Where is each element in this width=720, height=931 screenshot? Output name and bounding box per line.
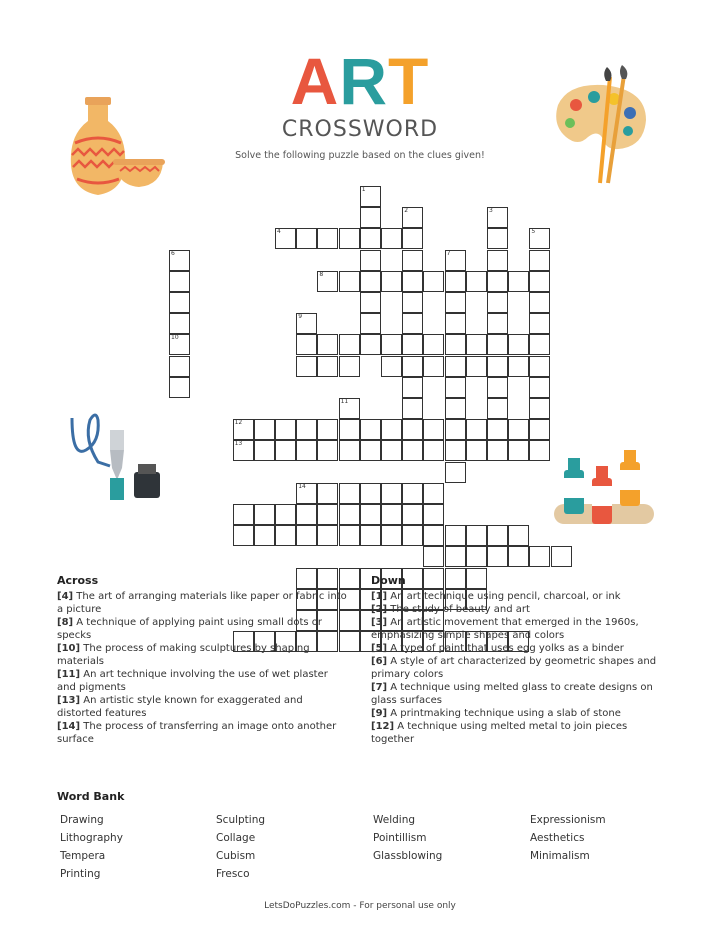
grid-cell[interactable] xyxy=(275,504,296,525)
down-clue xyxy=(371,590,666,603)
grid-cell[interactable] xyxy=(487,250,508,271)
grid-cell[interactable] xyxy=(529,292,550,313)
grid-cell[interactable] xyxy=(402,525,423,546)
grid-cell[interactable] xyxy=(423,334,444,355)
grid-cell[interactable] xyxy=(423,483,444,504)
clue-text: The study of beauty and art xyxy=(387,604,530,615)
down-clue xyxy=(371,642,666,655)
grid-cell[interactable] xyxy=(317,440,338,461)
clue-text: An art technique using pencil, charcoal, or ink xyxy=(387,591,621,602)
clue-number: [2] xyxy=(371,604,388,615)
grid-cell[interactable] xyxy=(296,228,317,249)
grid-cell[interactable] xyxy=(445,313,466,334)
word-bank-word: Glassblowing xyxy=(373,850,443,862)
grid-cell[interactable] xyxy=(445,568,466,589)
grid-cell[interactable] xyxy=(169,292,190,313)
grid-cell[interactable] xyxy=(360,250,381,271)
grid-cell[interactable] xyxy=(381,271,402,292)
grid-cell[interactable] xyxy=(296,568,317,589)
grid-cell[interactable] xyxy=(317,334,338,355)
grid-cell[interactable] xyxy=(169,334,190,355)
down-clue xyxy=(371,720,666,746)
down-clues xyxy=(371,590,666,746)
clue-text: An artistic movement that emerged in the 1960s, emphasizing simple shapes and colors xyxy=(371,617,639,641)
down-clue xyxy=(371,655,666,681)
grid-cell[interactable] xyxy=(360,186,381,207)
grid-cell[interactable] xyxy=(402,313,423,334)
grid-cell[interactable] xyxy=(445,334,466,355)
clue-number: [7] xyxy=(371,682,388,693)
grid-cell[interactable] xyxy=(254,525,275,546)
grid-cell[interactable] xyxy=(487,525,508,546)
title-letter-r: R xyxy=(339,44,388,118)
word-bank-column xyxy=(373,811,442,865)
instructions: Solve the following puzzle based on the clues given! xyxy=(235,150,485,161)
grid-cell[interactable] xyxy=(296,504,317,525)
clue-number-label: 2 xyxy=(404,207,409,215)
grid-cell[interactable] xyxy=(296,313,317,334)
grid-cell[interactable] xyxy=(169,377,190,398)
word-bank-word: Pointillism xyxy=(373,832,427,844)
grid-cell[interactable] xyxy=(339,440,360,461)
title-letter-a: A xyxy=(290,44,340,118)
grid-cell[interactable] xyxy=(360,292,381,313)
grid-cell[interactable] xyxy=(169,250,190,271)
grid-cell[interactable] xyxy=(466,271,487,292)
clue-number-label: 7 xyxy=(446,249,451,257)
grid-cell[interactable] xyxy=(508,356,529,377)
word-bank-word: Drawing xyxy=(60,814,104,826)
grid-cell[interactable] xyxy=(487,313,508,334)
grid-cell[interactable] xyxy=(402,228,423,249)
grid-cell[interactable] xyxy=(296,334,317,355)
grid-cell[interactable] xyxy=(339,398,360,419)
grid-cell[interactable] xyxy=(233,419,254,440)
word-bank-word: Fresco xyxy=(216,868,250,880)
grid-cell[interactable] xyxy=(445,271,466,292)
grid-cell[interactable] xyxy=(360,271,381,292)
grid-cell[interactable] xyxy=(233,504,254,525)
grid-cell[interactable] xyxy=(233,440,254,461)
grid-cell[interactable] xyxy=(529,334,550,355)
clue-number-label: 9 xyxy=(298,313,303,321)
clue-number: [10] xyxy=(57,643,81,654)
grid-cell[interactable] xyxy=(551,546,572,567)
grid-cell[interactable] xyxy=(402,398,423,419)
grid-cell[interactable] xyxy=(487,356,508,377)
word-bank-word: Welding xyxy=(373,814,416,826)
grid-cell[interactable] xyxy=(466,356,487,377)
grid-cell[interactable] xyxy=(529,398,550,419)
grid-cell[interactable] xyxy=(317,356,338,377)
clue-number-label: 10 xyxy=(171,334,179,342)
clue-number: [12] xyxy=(371,721,395,732)
clue-number-label: 1 xyxy=(361,186,366,193)
grid-cell[interactable] xyxy=(445,356,466,377)
grid-cell[interactable] xyxy=(466,546,487,567)
clue-number-label: 13 xyxy=(234,440,243,448)
grid-cell[interactable] xyxy=(360,419,381,440)
grid-cell[interactable] xyxy=(508,525,529,546)
grid-cell[interactable] xyxy=(381,356,402,377)
grid-cell[interactable] xyxy=(317,271,338,292)
word-bank-word: Lithography xyxy=(60,832,123,844)
grid-cell[interactable] xyxy=(445,377,466,398)
down-clue xyxy=(371,707,666,720)
word-bank-word: Collage xyxy=(216,832,256,844)
grid-cell[interactable] xyxy=(487,228,508,249)
grid-cell[interactable] xyxy=(360,207,381,228)
grid-cell[interactable] xyxy=(317,568,338,589)
grid-cell[interactable] xyxy=(487,207,508,228)
grid-cell[interactable] xyxy=(360,504,381,525)
grid-cell[interactable] xyxy=(381,334,402,355)
clue-number-label: 12 xyxy=(234,419,243,427)
clue-text: The art of arranging materials like paper or fabric into a picture xyxy=(57,591,347,615)
grid-cell[interactable] xyxy=(445,292,466,313)
clue-number: [4] xyxy=(57,591,74,602)
grid-cell[interactable] xyxy=(487,271,508,292)
grid-cell[interactable] xyxy=(423,568,444,589)
grid-cell[interactable] xyxy=(487,419,508,440)
clue-number-label: 3 xyxy=(489,207,493,215)
grid-cell[interactable] xyxy=(275,419,296,440)
grid-cell[interactable] xyxy=(339,228,360,249)
grid-cell[interactable] xyxy=(296,525,317,546)
down-heading: Down xyxy=(371,574,406,587)
grid-cell[interactable] xyxy=(317,228,338,249)
clue-text: A printmaking technique using a slab of stone xyxy=(387,708,621,719)
grid-cell[interactable] xyxy=(487,398,508,419)
grid-cell[interactable] xyxy=(423,546,444,567)
grid-cell[interactable] xyxy=(402,292,423,313)
grid-cell[interactable] xyxy=(529,228,550,249)
clue-number-label: 4 xyxy=(277,228,281,236)
grid-cell[interactable] xyxy=(466,525,487,546)
clue-number: [11] xyxy=(57,669,81,680)
grid-cell[interactable] xyxy=(529,440,550,461)
grid-cell[interactable] xyxy=(423,525,444,546)
clue-number-label: 11 xyxy=(340,398,349,405)
grid-cell[interactable] xyxy=(445,440,466,461)
grid-cell[interactable] xyxy=(339,568,360,589)
across-clue xyxy=(57,694,349,720)
grid-cell[interactable] xyxy=(254,504,275,525)
word-bank-heading: Word Bank xyxy=(57,790,125,803)
clue-number: [3] xyxy=(371,617,388,628)
grid-cell[interactable] xyxy=(296,419,317,440)
grid-cell[interactable] xyxy=(254,419,275,440)
clue-text: An art technique involving the use of wet plaster and pigments xyxy=(57,669,328,693)
clue-number: [13] xyxy=(57,695,81,706)
clue-text: An artistic style known for exaggerated and distorted features xyxy=(57,695,303,719)
grid-cell[interactable] xyxy=(360,440,381,461)
grid-cell[interactable] xyxy=(529,356,550,377)
grid-cell[interactable] xyxy=(529,546,550,567)
word-bank-word: Minimalism xyxy=(530,850,590,862)
word-bank-column xyxy=(216,811,265,883)
down-clue xyxy=(371,616,666,642)
clue-number: [8] xyxy=(57,617,74,628)
across-heading: Across xyxy=(57,574,99,587)
across-clue xyxy=(57,590,349,616)
grid-cell[interactable] xyxy=(402,356,423,377)
clue-text: A technique using melted metal to join pieces together xyxy=(371,721,628,745)
grid-cell[interactable] xyxy=(339,525,360,546)
grid-cell[interactable] xyxy=(445,546,466,567)
grid-cell[interactable] xyxy=(402,377,423,398)
grid-cell[interactable] xyxy=(296,356,317,377)
clue-number: [5] xyxy=(371,643,388,654)
title-letter-t: T xyxy=(388,44,430,118)
word-bank-word: Aesthetics xyxy=(530,832,585,844)
grid-cell[interactable] xyxy=(317,419,338,440)
grid-cell[interactable] xyxy=(275,228,296,249)
grid-cell[interactable] xyxy=(381,440,402,461)
grid-cell[interactable] xyxy=(402,334,423,355)
puzzle-subtitle: CROSSWORD xyxy=(281,117,439,142)
clue-number-label: 6 xyxy=(171,249,175,257)
grid-cell[interactable] xyxy=(402,483,423,504)
grid-cell[interactable] xyxy=(402,250,423,271)
grid-cell[interactable] xyxy=(487,334,508,355)
grid-cell[interactable] xyxy=(339,356,360,377)
grid-cell[interactable] xyxy=(233,525,254,546)
grid-cell[interactable] xyxy=(487,377,508,398)
word-bank-word: Tempera xyxy=(60,850,106,862)
grid-cell[interactable] xyxy=(317,525,338,546)
grid-cell[interactable] xyxy=(402,419,423,440)
grid-cell[interactable] xyxy=(402,504,423,525)
grid-cell[interactable] xyxy=(487,546,508,567)
clue-text: A technique of applying paint using small dots or specks xyxy=(57,617,323,641)
word-bank-column xyxy=(530,811,606,865)
clue-text: A technique using melted glass to create designs on glass surfaces xyxy=(371,682,653,706)
grid-cell[interactable] xyxy=(423,504,444,525)
grid-cell[interactable] xyxy=(423,419,444,440)
grid-cell[interactable] xyxy=(169,356,190,377)
grid-cell[interactable] xyxy=(445,398,466,419)
grid-cell[interactable] xyxy=(339,419,360,440)
grid-cell[interactable] xyxy=(508,334,529,355)
grid-cell[interactable] xyxy=(169,271,190,292)
grid-cell[interactable] xyxy=(339,271,360,292)
grid-cell[interactable] xyxy=(360,483,381,504)
grid-cell[interactable] xyxy=(508,419,529,440)
clue-number: [9] xyxy=(371,708,388,719)
clue-number: [14] xyxy=(57,721,81,732)
clue-text: The process of transferring an image onto another surface xyxy=(57,721,337,745)
grid-cell[interactable] xyxy=(445,462,466,483)
clue-number-label: 5 xyxy=(531,228,536,236)
grid-cell[interactable] xyxy=(169,313,190,334)
grid-cell[interactable] xyxy=(423,440,444,461)
grid-cell[interactable] xyxy=(445,419,466,440)
across-clue xyxy=(57,720,349,746)
grid-cell[interactable] xyxy=(529,271,550,292)
grid-cell[interactable] xyxy=(339,334,360,355)
grid-cell[interactable] xyxy=(381,504,402,525)
grid-cell[interactable] xyxy=(529,377,550,398)
grid-cell[interactable] xyxy=(339,483,360,504)
grid-cell[interactable] xyxy=(466,440,487,461)
down-clue xyxy=(371,603,666,616)
grid-cell[interactable] xyxy=(402,207,423,228)
grid-cell[interactable] xyxy=(487,440,508,461)
grid-cell[interactable] xyxy=(508,440,529,461)
grid-cell[interactable] xyxy=(381,525,402,546)
grid-cell[interactable] xyxy=(381,228,402,249)
grid-cell[interactable] xyxy=(339,504,360,525)
grid-cell[interactable] xyxy=(466,568,487,589)
grid-cell[interactable] xyxy=(487,292,508,313)
grid-cell[interactable] xyxy=(529,419,550,440)
grid-cell[interactable] xyxy=(296,440,317,461)
clue-number: [6] xyxy=(371,656,388,667)
clue-number: [1] xyxy=(371,591,388,602)
grid-cell[interactable] xyxy=(275,525,296,546)
grid-cell[interactable] xyxy=(423,356,444,377)
grid-cell[interactable] xyxy=(466,334,487,355)
grid-cell[interactable] xyxy=(360,313,381,334)
grid-cell[interactable] xyxy=(508,271,529,292)
grid-cell[interactable] xyxy=(360,525,381,546)
grid-cell[interactable] xyxy=(381,419,402,440)
word-bank-word: Cubism xyxy=(216,850,256,862)
clue-text: The process of making sculptures by shaping materials xyxy=(57,643,310,667)
grid-cell[interactable] xyxy=(254,440,275,461)
grid-cell[interactable] xyxy=(402,440,423,461)
grid-cell[interactable] xyxy=(275,440,296,461)
grid-cell[interactable] xyxy=(508,546,529,567)
down-clue xyxy=(371,681,666,707)
footer-credit: LetsDoPuzzles.com - For personal use only xyxy=(264,901,456,911)
grid-cell[interactable] xyxy=(360,228,381,249)
word-bank-word: Sculpting xyxy=(216,814,266,826)
grid-cell[interactable] xyxy=(360,334,381,355)
grid-cell[interactable] xyxy=(402,271,423,292)
grid-cell[interactable] xyxy=(296,483,317,504)
grid-cell[interactable] xyxy=(529,250,550,271)
word-bank-word: Printing xyxy=(60,868,101,880)
across-clues xyxy=(57,590,349,746)
grid-cell[interactable] xyxy=(529,313,550,334)
across-clue xyxy=(57,668,349,694)
grid-cell[interactable] xyxy=(466,419,487,440)
across-clue xyxy=(57,616,349,642)
grid-cell[interactable] xyxy=(317,483,338,504)
clue-number-label: 8 xyxy=(319,270,324,278)
across-clue xyxy=(57,642,349,668)
clue-text: A style of art characterized by geometric shapes and primary colors xyxy=(371,656,657,680)
clue-number-label: 14 xyxy=(298,482,306,490)
grid-cell[interactable] xyxy=(445,525,466,546)
word-bank-column xyxy=(60,811,123,883)
grid-cell[interactable] xyxy=(317,504,338,525)
grid-cell[interactable] xyxy=(423,271,444,292)
grid-cell[interactable] xyxy=(445,250,466,271)
grid-cell[interactable] xyxy=(381,483,402,504)
clue-text: A type of paint that uses egg yolks as a binder xyxy=(387,643,624,654)
word-bank-word: Expressionism xyxy=(530,814,606,826)
